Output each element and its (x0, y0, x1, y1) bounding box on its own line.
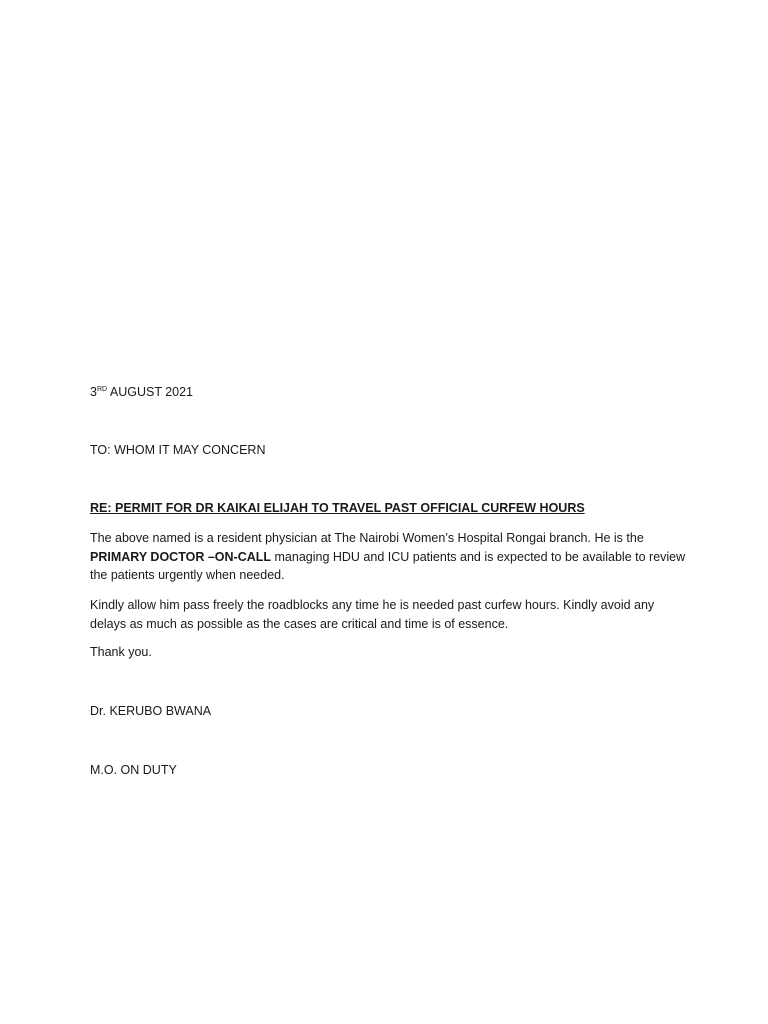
letter-date (90, 383, 193, 401)
signatory-title: M.O. ON DUTY (90, 763, 177, 777)
letter-recipient: TO: WHOM IT MAY CONCERN (90, 443, 266, 457)
letter-subject: RE: PERMIT FOR DR KAIKAI ELIJAH TO TRAVEL PAST OFFICIAL CURFEW HOURS (90, 501, 585, 515)
date-day-suffix: RD (96, 385, 108, 393)
letter-paragraph-1 (90, 529, 690, 585)
date-month-year: AUGUST 2021 (107, 385, 194, 399)
signatory-name: Dr. KERUBO BWANA (90, 704, 212, 718)
paragraph-1-text-b: managing HDU and ICU patients and is expected to be available to review the patients urgently when needed. (90, 549, 686, 582)
paragraph-1-text-a: The above named is a resident physician at The Nairobi Women’s Hospital Rongai branch. He is the (90, 531, 644, 545)
letter-closing: Thank you. (90, 645, 152, 659)
letter-paragraph-2: Kindly allow him pass freely the roadblocks any time he is needed past curfew hours. Kindly avoid any delays as much as possible as the cases are critical and time is of essence. (90, 598, 655, 631)
paragraph-1-bold-role: PRIMARY DOCTOR –ON-CALL (90, 549, 272, 564)
date-day: 3 (90, 385, 97, 399)
